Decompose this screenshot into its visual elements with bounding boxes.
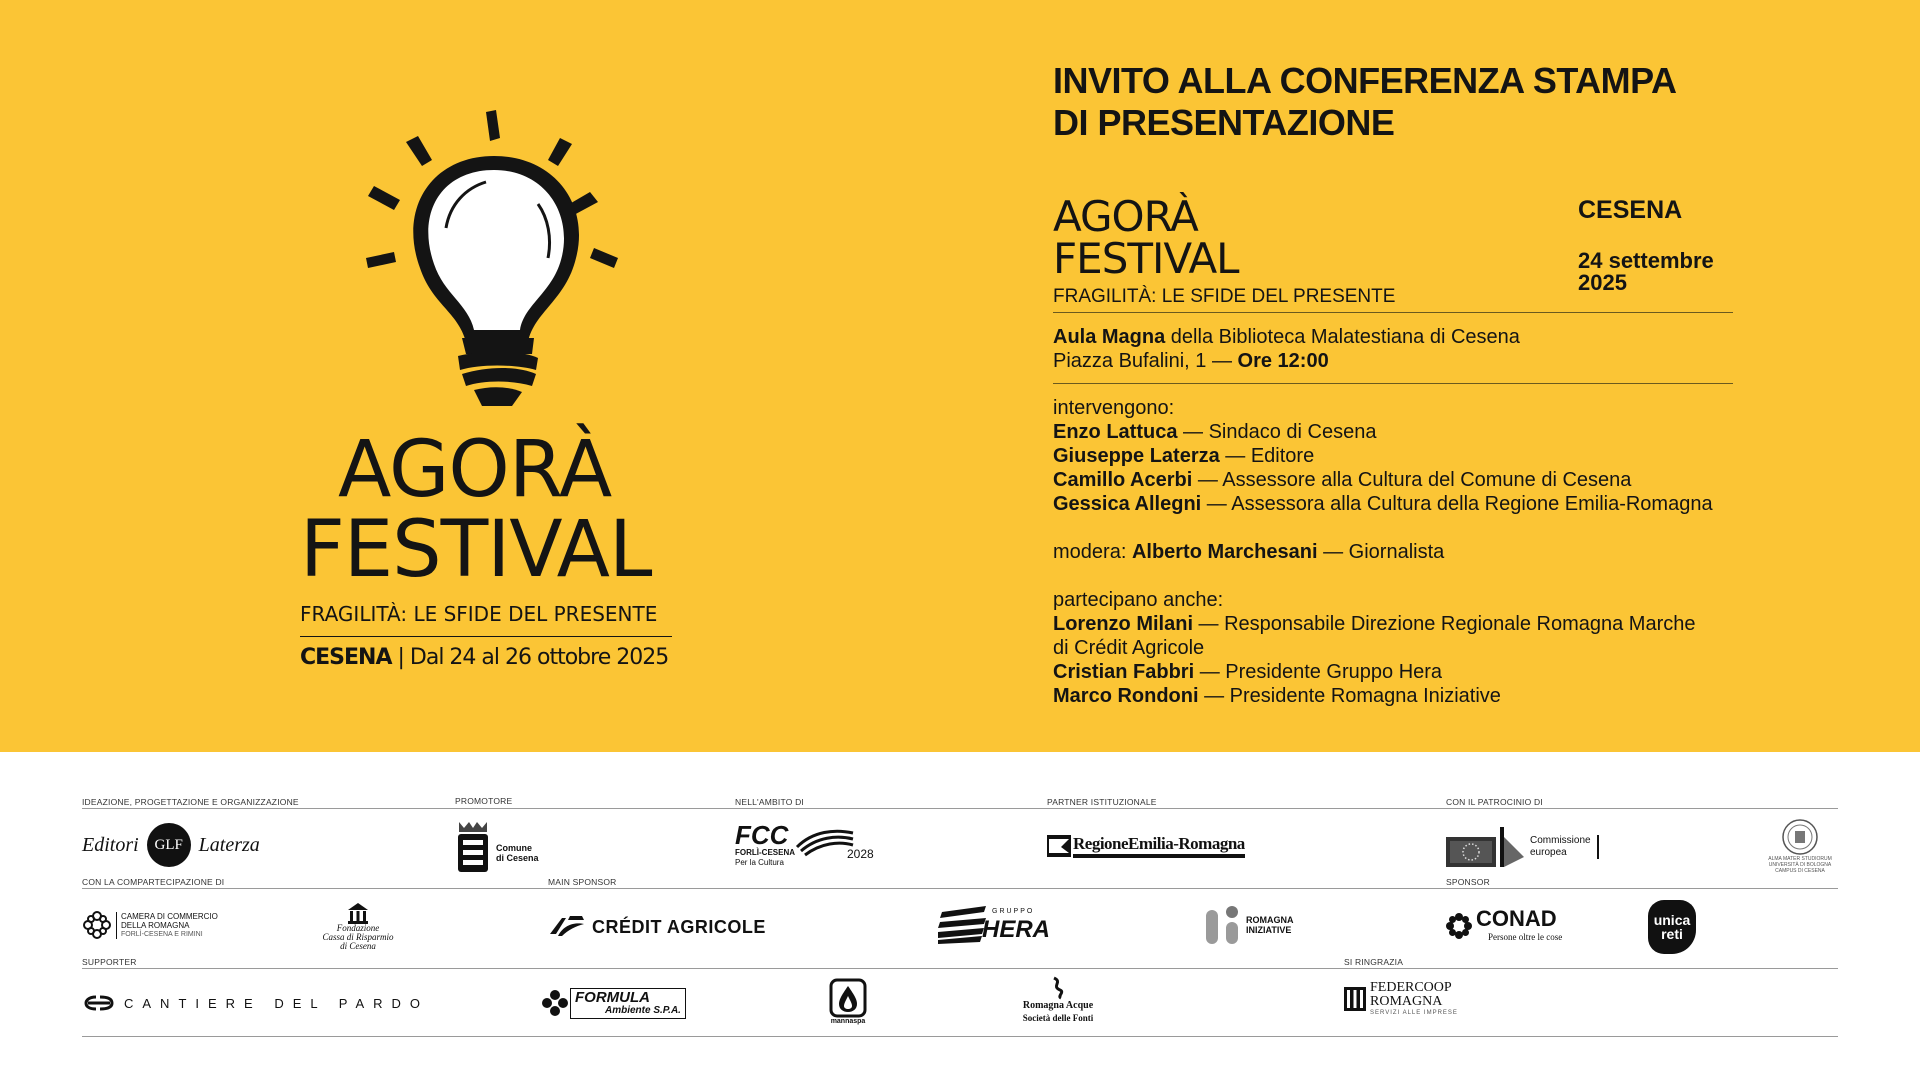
regione-flag-icon — [1047, 835, 1071, 857]
unibo-campus-logo — [1762, 818, 1838, 876]
light-bulb-icon — [362, 108, 626, 408]
moderator-line — [1053, 540, 1733, 564]
venue-info — [1053, 313, 1733, 383]
laterza-mark: GLF — [147, 823, 191, 867]
ri-text1: ROMAGNA — [1246, 915, 1294, 925]
credit-agricole-text: CRÉDIT AGRICOLE — [592, 916, 766, 937]
fcc-text1: FORLÌ-CESENA — [735, 848, 795, 857]
credit-agricole-mark-icon — [548, 914, 586, 940]
event-name-line2: FESTIVAL — [1053, 234, 1239, 283]
cesena-text1: Comune — [496, 843, 532, 853]
fondazione-text3: di Cesena — [340, 941, 376, 951]
speaker-item — [1053, 420, 1733, 444]
formula-text2: Ambiente S.P.A. — [605, 1004, 681, 1016]
unibo-text3: CAMPUS DI CESENA — [1775, 868, 1825, 874]
fcc-mark: FCC — [735, 820, 789, 850]
cesena-crest-icon — [456, 818, 490, 874]
venue-time: Ore 12:00 — [1237, 350, 1329, 372]
formula-text1: FORMULA — [575, 988, 650, 1006]
participants-heading: partecipano anche: — [1053, 589, 1224, 611]
camera-commercio-logo — [82, 910, 218, 940]
event-date-line2: 2025 — [1578, 270, 1627, 295]
speakers-heading: intervengono: — [1053, 397, 1175, 419]
federcoop-text2: ROMAGNA — [1370, 994, 1443, 1009]
caption-partner: PARTNER ISTITUZIONALE — [1047, 797, 1157, 807]
participant-item — [1053, 684, 1733, 708]
participant-role: — Responsabile Direzione Regionale Romagna Marche — [1193, 613, 1696, 635]
hera-small-text: GRUPPO — [992, 908, 1035, 915]
hera-text: HERA — [982, 916, 1051, 943]
romagna-acque-wave-icon — [1049, 976, 1067, 1000]
fcc-swoosh-icon — [795, 827, 855, 863]
moderator-label: modera: — [1053, 541, 1132, 563]
romagna-iniziative-logo — [1204, 904, 1294, 946]
divider — [1053, 383, 1733, 384]
participant-name: Marco Rondoni — [1053, 685, 1199, 707]
speaker-role: — Sindaco di Cesena — [1177, 421, 1377, 443]
speaker-role: — Assessore alla Cultura del Comune di Cesena — [1192, 469, 1632, 491]
hera-stripes-icon — [938, 906, 988, 944]
participant-name: Lorenzo Milani — [1053, 613, 1193, 635]
event-date — [1578, 250, 1738, 294]
camera-text1: CAMERA DI COMMERCIO — [121, 911, 218, 921]
commissione-europea-logo — [1446, 826, 1599, 868]
cantiere-mark-icon — [84, 995, 114, 1011]
formula-ambiente-logo — [542, 988, 686, 1018]
event-city: CESENA — [1578, 196, 1683, 224]
romagna-acque-text2: Società delle Fonti — [1022, 1013, 1094, 1023]
hera-logo — [938, 904, 1050, 946]
romagna-acque-text1: Romagna Acque — [1022, 1000, 1094, 1011]
unica-text1: unica — [1653, 912, 1691, 928]
federcoop-text3: SERVIZI ALLE IMPRESE — [1370, 1010, 1458, 1016]
federcoop-columns-icon — [1344, 987, 1366, 1011]
speaker-name: Camillo Acerbi — [1053, 469, 1193, 491]
venue-address-line — [1053, 349, 1733, 373]
conad-logo — [1446, 908, 1562, 944]
speaker-name: Enzo Lattuca — [1053, 421, 1178, 443]
ue-text2: europea — [1530, 847, 1567, 858]
formula-flower-icon — [542, 990, 568, 1016]
unibo-text1: ALMA MATER STUDIORUM — [1768, 856, 1832, 862]
fcc-text2: Per la Cultura — [735, 858, 784, 867]
laterza-right: Laterza — [198, 833, 260, 856]
fcc-2028-logo — [735, 820, 874, 867]
unibo-text2: UNIVERSITÀ DI BOLOGNA — [1768, 862, 1832, 868]
moderator-role: — Giornalista — [1317, 541, 1445, 563]
mannaspa-logo — [828, 978, 868, 1028]
camera-flower-icon — [82, 910, 112, 940]
speakers-list — [1053, 396, 1733, 708]
invitation-heading-line2: DI PRESENTAZIONE — [1053, 102, 1395, 143]
unica-text2: reti — [1661, 926, 1683, 942]
conad-tagline: Persone oltre le cose — [1488, 932, 1563, 942]
romagna-iniziative-mark-icon — [1204, 904, 1244, 946]
venue-hall-rest: della Biblioteca Malatestiana di Cesena — [1165, 326, 1520, 348]
laterza-left: Editori — [82, 833, 139, 856]
participant-role: di Crédit Agricole — [1053, 637, 1205, 659]
caption-ideazione: IDEAZIONE, PROGETTAZIONE E ORGANIZZAZIONE — [82, 797, 299, 807]
participant-item — [1053, 636, 1733, 660]
caption-ambito: NELL'AMBITO DI — [735, 797, 804, 807]
fondazione-temple-icon — [347, 902, 369, 924]
conad-flower-icon — [1446, 913, 1472, 939]
speaker-role: — Editore — [1219, 445, 1315, 467]
participant-role: — Presidente Gruppo Hera — [1194, 661, 1443, 683]
divider — [82, 968, 1838, 969]
conad-text: CONAD — [1476, 906, 1557, 931]
speaker-item — [1053, 444, 1733, 468]
cesena-text2: di Cesena — [496, 853, 539, 863]
regione-emilia-romagna-logo — [1047, 832, 1245, 860]
eu-commission-icon — [1446, 827, 1526, 867]
caption-sponsor: SPONSOR — [1446, 877, 1490, 887]
divider — [82, 808, 1838, 809]
festival-date-range: | Dal 24 al 26 ottobre 2025 — [397, 645, 669, 670]
caption-promotore: PROMOTORE — [455, 796, 513, 806]
federcoop-romagna-logo — [1344, 982, 1458, 1016]
federcoop-text1: FEDERCOOP — [1370, 980, 1452, 995]
moderator-name: Alberto Marchesani — [1131, 541, 1318, 563]
caption-compartecipazione: CON LA COMPARTECIPAZIONE DI — [82, 877, 225, 887]
mannaspa-text: mannaspa — [830, 1018, 866, 1025]
cantiere-del-pardo-logo — [84, 992, 429, 1014]
speaker-role: — Assessora alla Cultura della Regione Emilia-Romagna — [1201, 493, 1713, 515]
speaker-name: Gessica Allegni — [1053, 493, 1202, 515]
fcc-year: 2028 — [847, 847, 874, 861]
divider — [82, 1036, 1838, 1037]
caption-si-ringrazia: SI RINGRAZIA — [1344, 957, 1404, 967]
caption-patrocinio: CON IL PATROCINIO DI — [1446, 797, 1543, 807]
speaker-name: Giuseppe Laterza — [1053, 445, 1220, 467]
invitation-heading-line1: INVITO ALLA CONFERENZA STAMPA — [1053, 60, 1677, 101]
festival-subtitle: FRAGILITÀ: LE SFIDE DEL PRESENTE — [300, 602, 658, 626]
comune-cesena-logo — [456, 818, 539, 874]
fondazione-text2: Cassa di Risparmio — [322, 932, 394, 942]
event-date-line1: 24 settembre — [1578, 248, 1714, 273]
venue-line — [1053, 325, 1733, 349]
festival-title-line1: AGORÀ — [338, 425, 612, 515]
venue-hall: Aula Magna — [1053, 326, 1166, 348]
cantiere-text: CANTIERE DEL PARDO — [124, 995, 430, 1011]
event-name-line1: AGORÀ — [1053, 192, 1198, 241]
festival-city: CESENA — [300, 645, 392, 670]
romagna-acque-logo — [1018, 976, 1098, 1032]
caption-main-sponsor: MAIN SPONSOR — [548, 877, 617, 887]
ue-text1: Commissione — [1530, 835, 1591, 846]
regione-text: RegioneEmilia-Romagna — [1073, 834, 1245, 858]
festival-dates — [300, 645, 680, 670]
camera-text3: FORLÌ-CESENA E RIMINI — [121, 930, 203, 938]
sponsor-band — [0, 752, 1920, 1080]
divider — [300, 636, 672, 637]
ri-text2: INIZIATIVE — [1246, 925, 1292, 935]
participant-item — [1053, 612, 1733, 636]
participant-item — [1053, 660, 1733, 684]
unica-reti-logo — [1648, 900, 1696, 954]
unibo-seal-icon — [1780, 818, 1820, 856]
divider — [82, 888, 1838, 889]
caption-supporter: SUPPORTER — [82, 957, 137, 967]
invitation-details — [1053, 60, 1733, 708]
camera-text2: DELLA ROMAGNA — [121, 920, 190, 930]
event-header — [1053, 192, 1733, 307]
event-subtitle: FRAGILITÀ: LE SFIDE DEL PRESENTE — [1053, 286, 1396, 307]
mannaspa-drop-icon — [829, 978, 867, 1018]
festival-title-block — [300, 425, 680, 670]
fondazione-carisp-logo — [318, 902, 398, 954]
laterza-logo — [82, 822, 260, 868]
venue-address: Piazza Bufalini, 1 — — [1053, 350, 1238, 372]
participant-role: — Presidente Romagna Iniziative — [1198, 685, 1501, 707]
fondazione-text1: Fondazione — [336, 923, 380, 933]
participant-name: Cristian Fabbri — [1053, 661, 1195, 683]
speaker-item — [1053, 468, 1733, 492]
speaker-item — [1053, 492, 1733, 516]
credit-agricole-logo — [548, 912, 766, 942]
festival-title-line2: FESTIVAL — [300, 505, 652, 595]
invitation-heading — [1053, 60, 1733, 144]
